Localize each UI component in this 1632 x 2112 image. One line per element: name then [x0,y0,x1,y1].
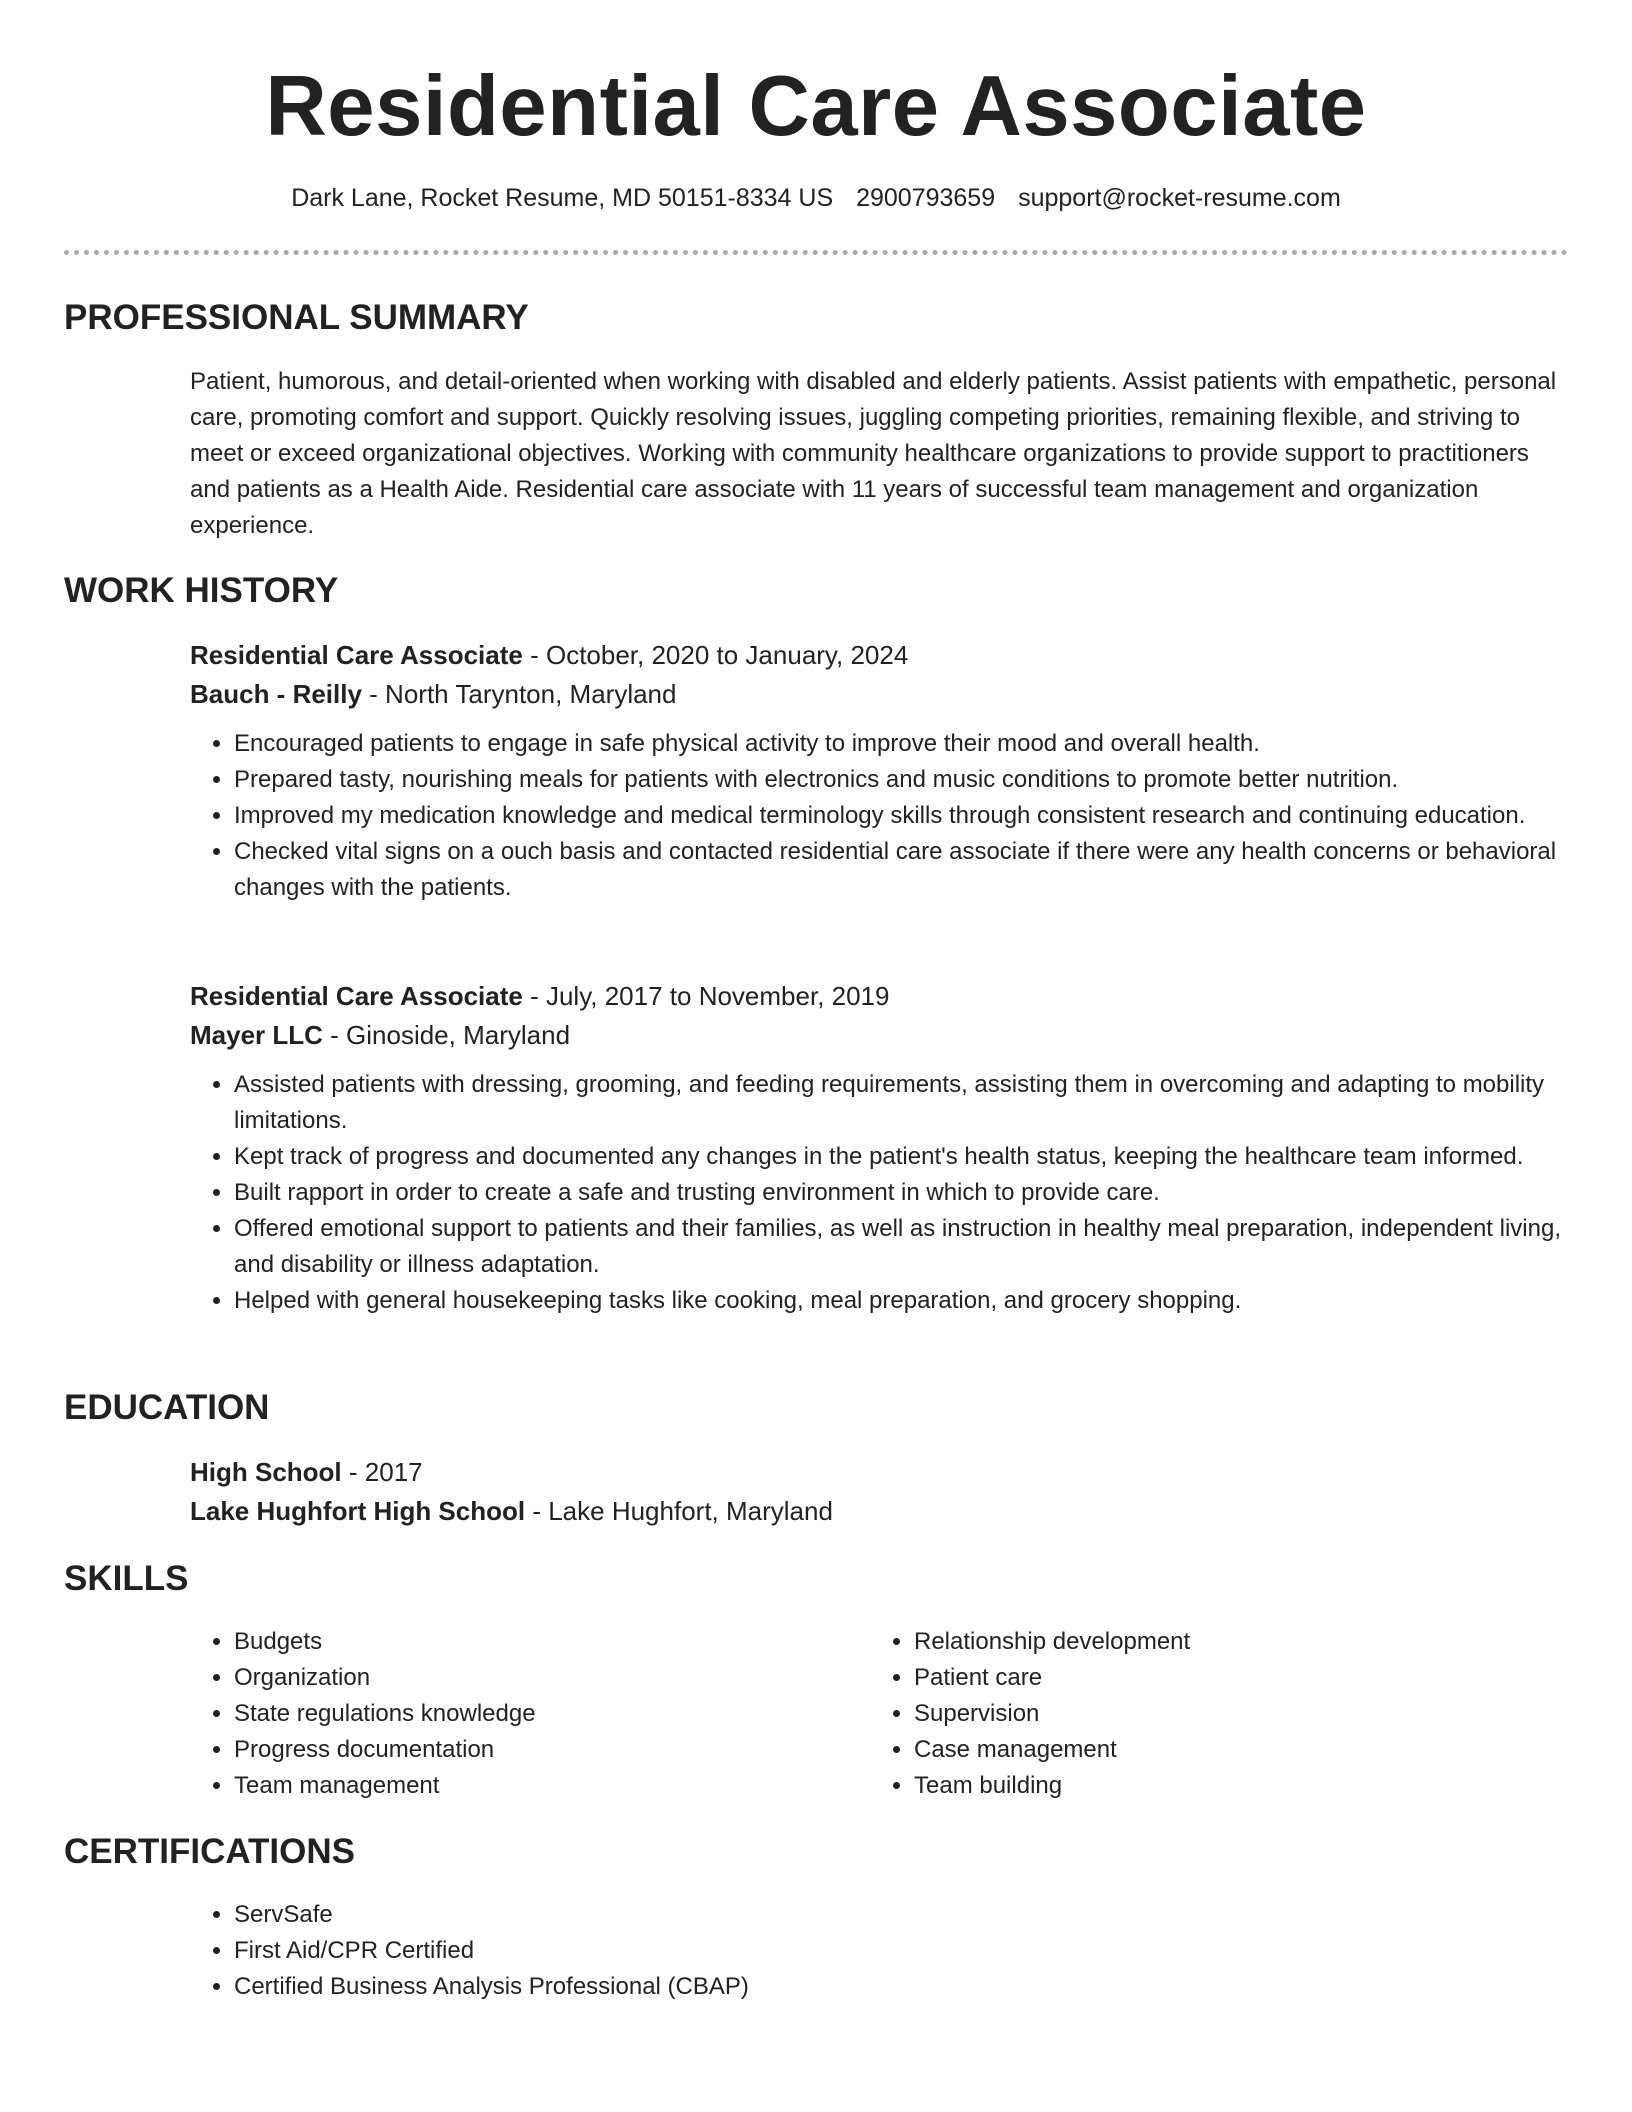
certifications-list [190,1897,1568,2005]
work-history-heading: WORK HISTORY [64,571,339,610]
skills-section [190,1624,1568,1804]
education-location: - Lake Hughfort, Maryland [525,1496,833,1526]
skill-item: • Progress documentation [234,1732,870,1768]
certifications-heading: CERTIFICATIONS [64,1832,356,1871]
job-dates: - October, 2020 to January, 2024 [522,640,909,670]
certification-item: • First Aid/CPR Certified [234,1933,1568,1969]
education-heading: EDUCATION [64,1388,270,1427]
education-school: Lake Hughfort High School [190,1496,526,1526]
job-title: Residential Care Associate [190,640,523,670]
job-entry [190,977,1568,1319]
job-bullets [190,1067,1568,1319]
skills-heading: SKILLS [64,1559,189,1598]
skill-item: • Patient care [914,1660,1550,1696]
job-company-line [190,675,1568,714]
education-degree: High School [190,1457,342,1487]
skill-item: • Case management [914,1732,1550,1768]
education-year: - 2017 [341,1457,423,1487]
job-entry [190,636,1568,906]
job-title-line [190,636,1568,675]
job-company-line [190,1016,1568,1055]
skill-item: • Team management [234,1768,870,1804]
certification-item: • ServSafe [234,1897,1568,1933]
job-bullet: • Encouraged patients to engage in safe physical activity to improve their mood and overall health. [234,726,1568,762]
skills-column-left [190,1624,870,1804]
skill-item: • Team building [914,1768,1550,1804]
job-company: Mayer LLC [190,1020,323,1050]
job-title-line [190,977,1568,1016]
job-bullet: • Checked vital signs on a ouch basis and contacted residential care associate if there were any health concerns or behavioral changes with the patients. [234,834,1568,906]
skill-item: • Organization [234,1660,870,1696]
job-bullet: • Built rapport in order to create a safe and trusting environment in which to provide care. [234,1175,1568,1211]
summary-section [190,364,1568,544]
skills-columns [190,1624,1568,1804]
skill-item: • Supervision [914,1696,1550,1732]
education-degree-line [190,1453,1568,1492]
summary-heading: PROFESSIONAL SUMMARY [64,298,529,337]
skill-item: • State regulations knowledge [234,1696,870,1732]
candidate-name: Residential Care Associate [265,59,1367,154]
job-bullet: • Assisted patients with dressing, grooming, and feeding requirements, assisting them in overcoming and adapting to mobility limitations. [234,1067,1568,1139]
skill-item: • Relationship development [914,1624,1550,1660]
contact-phone: 2900793659 [856,184,996,212]
job-title: Residential Care Associate [190,981,523,1011]
job-bullet: • Helped with general housekeeping tasks like cooking, meal preparation, and grocery shopping. [234,1283,1568,1319]
job-bullet: • Kept track of progress and documented any changes in the patient's health status, keeping the healthcare team informed. [234,1139,1568,1175]
contact-line [0,180,1632,216]
skills-list [870,1624,1550,1804]
job-dates: - July, 2017 to November, 2019 [522,981,890,1011]
contact-address: Dark Lane, Rocket Resume, MD 50151-8334 US [291,184,834,212]
job-bullet: • Offered emotional support to patients and their families, as well as instruction in healthy meal preparation, independent living, and disability or illness adaptation. [234,1211,1568,1283]
summary-text: Patient, humorous, and detail-oriented when working with disabled and elderly patients. Assist patients with empathetic, personal care, promoting comfort and support. Quickly resolving issues, juggling competing priorities, remaining flexible, and striving to meet or exceed organizational objectives. Working with community healthcare organizations to provide support to practitioners and patients as a Health Aide. Residential care associate with 11 years of successful team management and organization experience. [190,368,1557,539]
job-bullet: • Improved my medication knowledge and medical terminology skills through consistent research and continuing education. [234,798,1568,834]
job-location: - North Tarynton, Maryland [361,679,677,709]
contact-email: support@rocket-resume.com [1018,184,1341,212]
job-bullets [190,726,1568,906]
skill-item: • Budgets [234,1624,870,1660]
job-bullet: • Prepared tasty, nourishing meals for patients with electronics and music conditions to promote better nutrition. [234,762,1568,798]
certifications-section [190,1897,1568,2005]
job-company: Bauch - Reilly [190,679,362,709]
education-entry [190,1453,1568,1531]
education-school-line [190,1492,1568,1531]
certification-item: • Certified Business Analysis Professional (CBAP) [234,1969,1568,2005]
skills-list [190,1624,870,1804]
header-divider [64,250,1568,255]
job-location: - Ginoside, Maryland [322,1020,571,1050]
skills-column-right [870,1624,1550,1804]
